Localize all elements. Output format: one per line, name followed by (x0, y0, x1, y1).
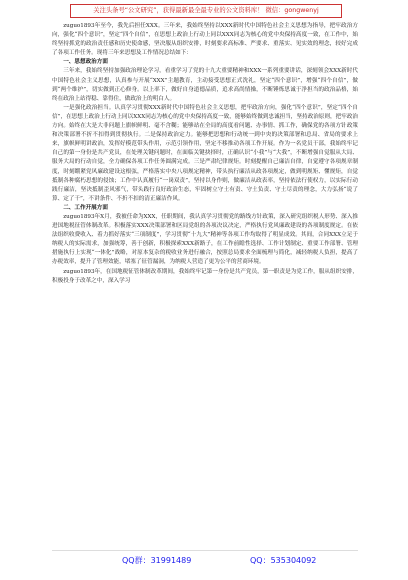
qq-number-text: QQ：535304092 (250, 556, 317, 565)
work-paragraph-2: zuguo1893年，在国地税征管体制改革期间，我始终牢记第一身份是共产党员，第一职责是为党工作，服从组织安排，积极投身于改革之中，深入学习 (52, 268, 358, 284)
work-paragraph-1: zuguo1893年X月，我被任命为XXX，任职期间，我认真学习贯彻党的路线方针政策，深入研究组织税人形势、深入推进国地税征管体制改革。积极落实XXX决策部署和区局党组的各项决议决定，严格执行党风廉政建设的各项制度规定。在依法组织收费收入、着力抓好落实“三项制度”，学习贯彻“十九大”精神等各项工作均取得了明显成效。其间，合同XXX立足于纳税人的实际需求，加强统筹，善于创新，积极探索XXX新路子，在工作前瞻性选择、工作计划制定、重要工作部署、管理措施执行上实现“一体化”战略，对原本复杂的税收业务进行融合，按照总局要求全面梳理与简化，减轻纳税人负担，提高了办税效率，提升了管理效能，堵塞了征管漏洞，为纳税人营造了更为公平的营商环境。 (52, 213, 358, 266)
qq-group-text: QQ群：31991489 (122, 556, 192, 565)
document-body (52, 22, 358, 546)
intro-paragraph: zuguo1893年至今，我先后担任XXX。三年来，我始终坚持以XXX新时代中国特色社会主义思想为指导，把牢政治方向，强化“四个意识”，坚定“四个自信”，在思想上政治上行动上同以XXX同志为核心的党中央保持高度一致，在工作中，始终坚持抓党的政治责任感和历史使命感，坚决服从组织安排，时刻要求高标准、严要求、重落实、见实效的理念，较好完成了各项工作任务。现将三年来思想及工作情况总结如下： (52, 23, 358, 57)
political-paragraph-2: 一是强化政治担当。认真学习贯彻XXX新时代中国特色社会主义思想，把牢政治方向，强化“四个意识”，坚定“四个自信”，在思想上政治上行动上同以XXX同志为核心的党中央保持高度一致，能够始终做到忠诚担当，坚持政治原则，把牢政治方向。始终在大是大非问题上旗帜鲜明、毫不含糊；能够站在全局的高度看问题、办事情、抓工作，确保党的各项方针政策和决策部署不折不扣得到贯彻执行。二是保持政治定力。能够把思想和行动统一到中央的决策部署和总局、省局的要求上来，旗帜鲜明讲政治，发挥好模范带头作用，示范引领作用，坚定不移推动各项工作开展。作为一名党员干部，我始终牢记自己的第一身份是共产党员，在处理关键问题时，在面临关键抉择时，正确认识“小我”与“大我”，不断增强自觉服从大局、服务大局的行动自觉，全力确保各项工作任务圆满完成。三是严肃纪律规矩。时刻提醒自己廉洁自律，自觉遵守各项规章制度，时刻绷紧党风廉政建设这根弦，严格落实中央八项规定精神，带头执行廉洁从政各项规定，做到明规矩、懂规矩，自觉抵制各种腐朽思想的侵蚀；工作中认真履行“一岗双责”，坚持以身作则，做廉洁从政表率，坚持依法行使权力，以实际行动践行廉洁，坚决抵制歪风邪气，带头践行良好政治生态，牢固树立守土有责、守土负责、守土尽责的理念，大力弘扬“说了算、定了干”，不讲条件、不折不扣的清正廉洁作风。 (52, 104, 358, 202)
political-paragraph-1: 三年来，我始终坚持加强政治理论学习，看重学习了党的十九大重要精神和XXX一系列重要讲话，深刻领会XXX新时代中国特色社会主义思想，认真参与开展“XXX”主题教育，主动接受思想正式洗礼，坚定“四个意识”，增强“四个自信”，做到“两个维护”，切实做到正心修身。以上率下，做好自身道德品质，追求高尚情操，不断锤炼思诚于净担当的政治品格，始终在政治上站得稳、靠得住，做政治上的明白人。 (52, 68, 358, 102)
section-heading-political: 一、思想政治方面 (63, 59, 108, 66)
footer-contacts (52, 550, 358, 567)
promo-banner: 关注头条号“公文研究”，获得最新最全最专业的公文资料库！ 微信：gongwenyj (70, 4, 342, 18)
section-heading-work: 二、工作开展方面 (63, 204, 108, 211)
